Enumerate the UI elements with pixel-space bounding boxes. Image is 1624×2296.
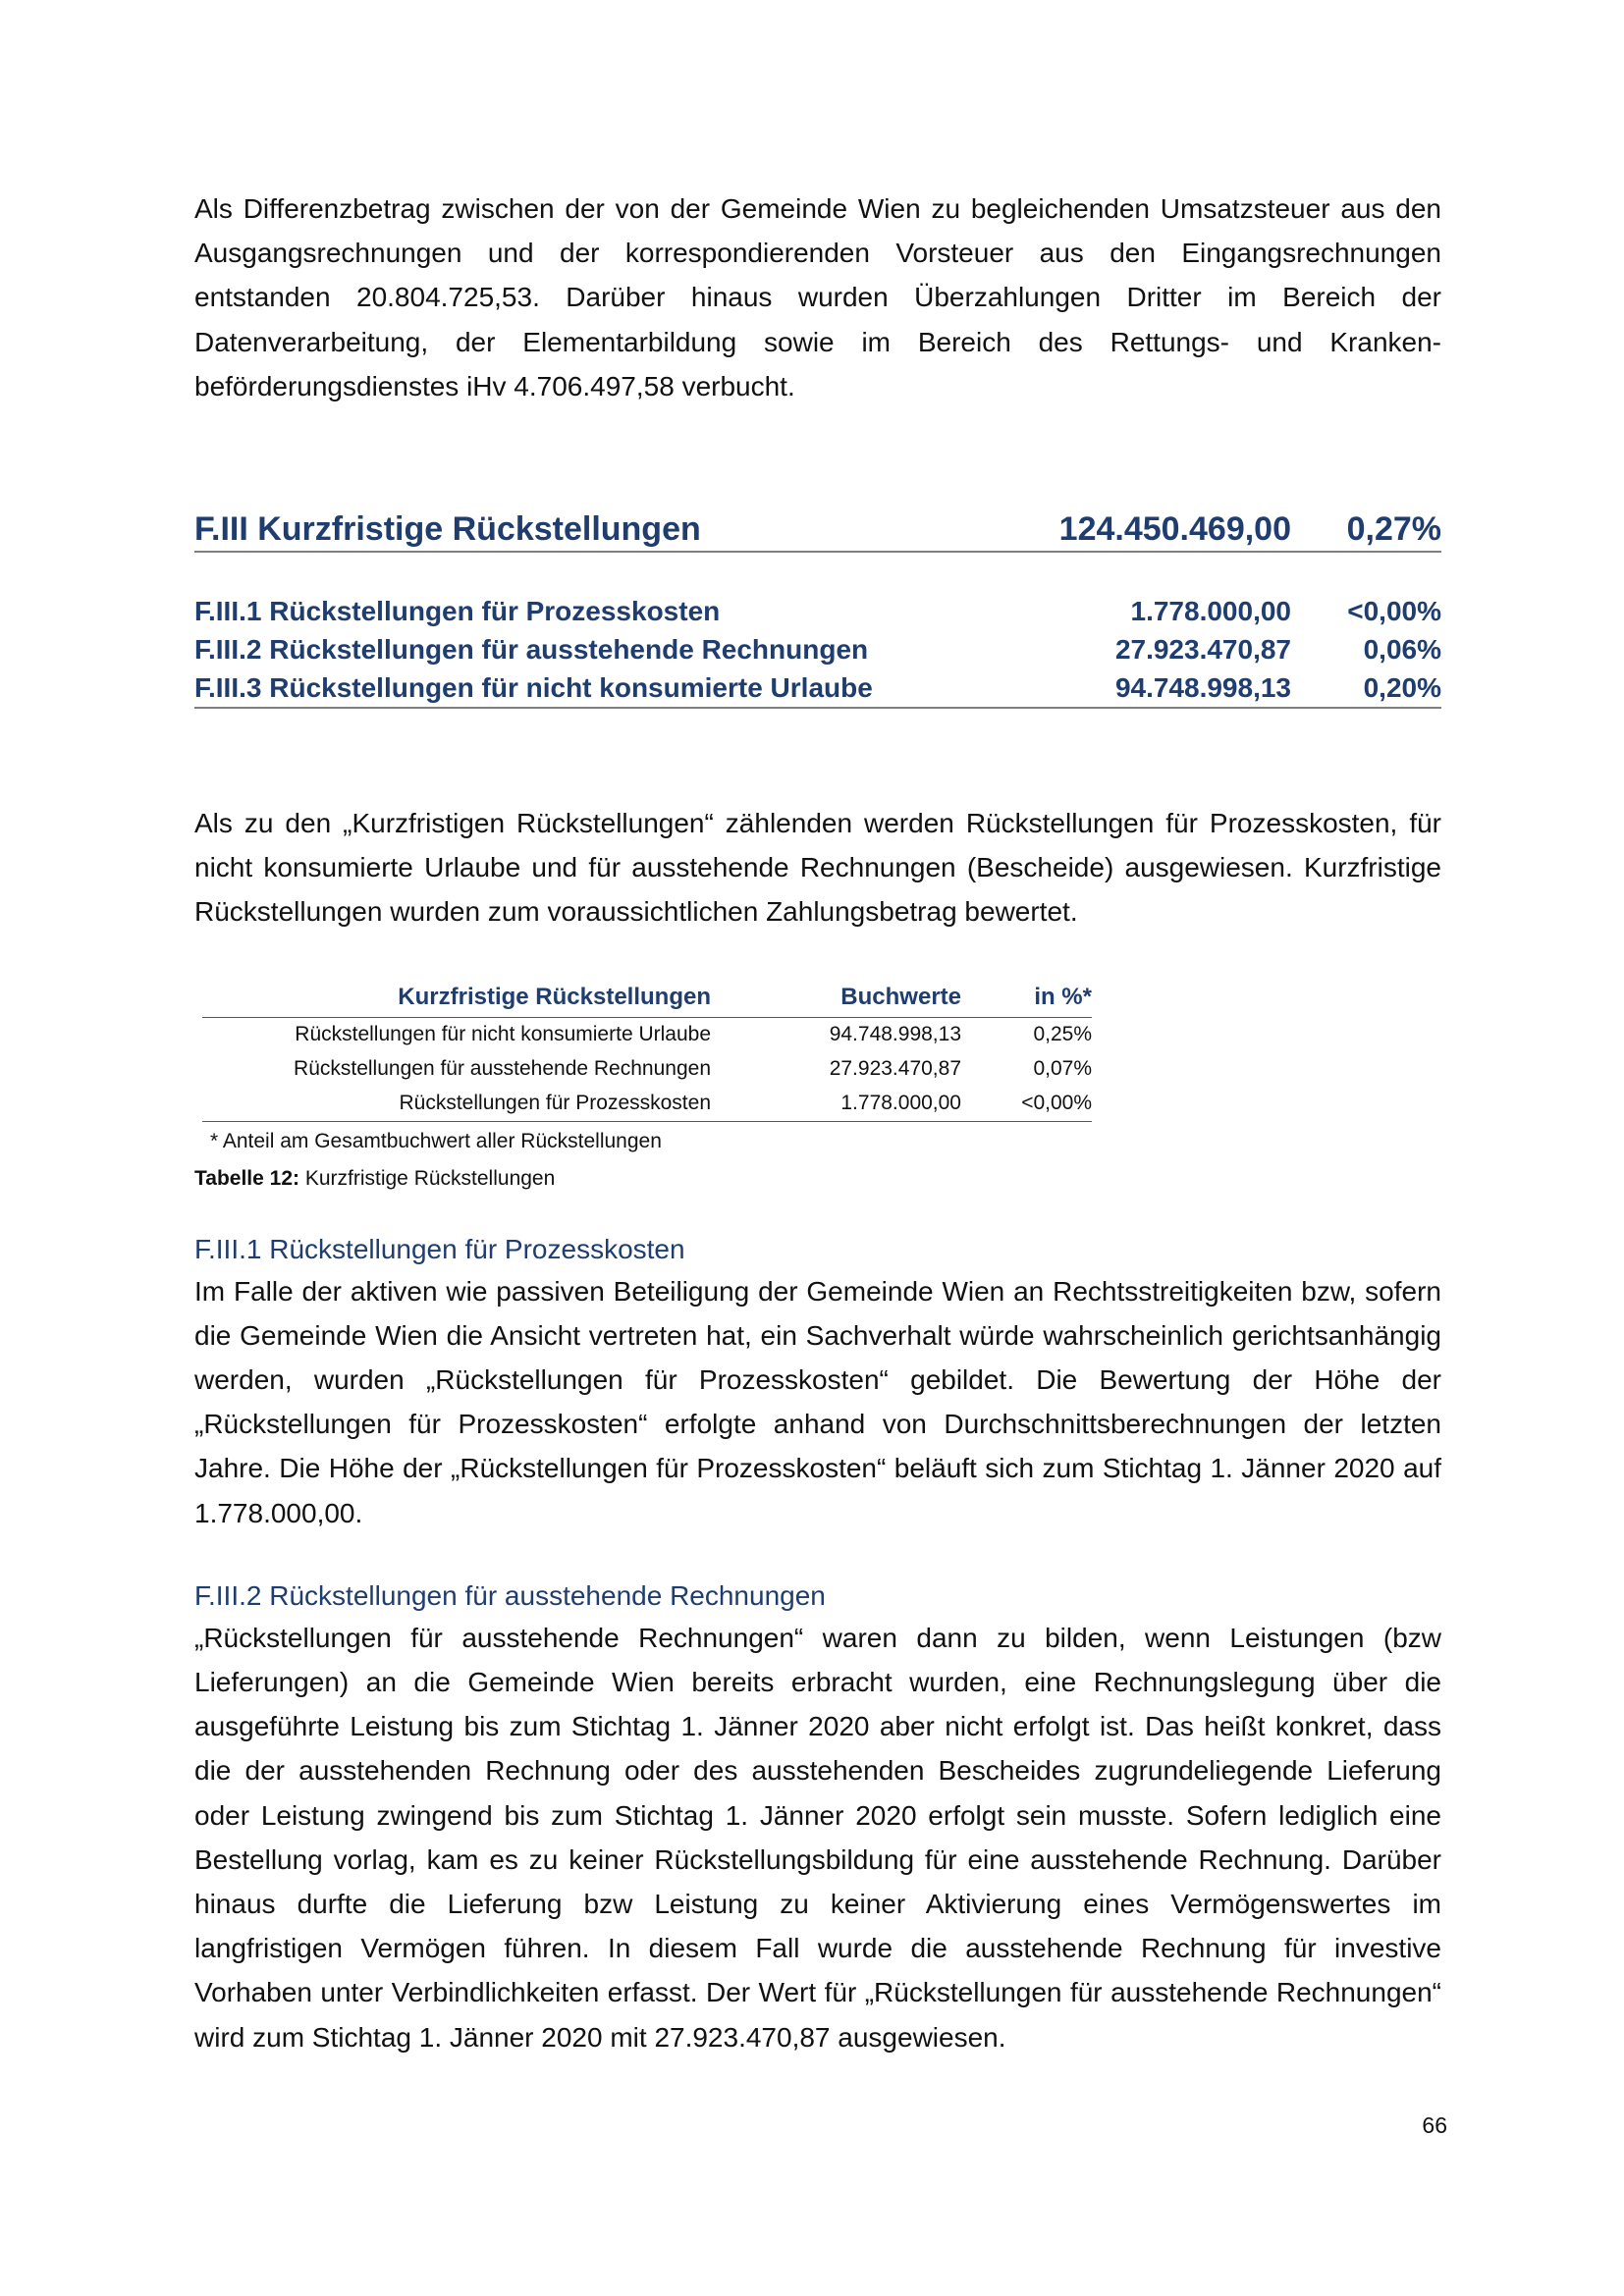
page-number: 66 bbox=[1422, 2112, 1447, 2138]
subsection-amount: 94.748.998,13 bbox=[1114, 672, 1291, 704]
table-row bbox=[202, 1017, 1092, 1052]
subsection-2-title: F.III.2 Rückstellungen für ausstehende Rechnungen bbox=[194, 1579, 826, 1611]
table-cell-label: Rückstellungen für nicht konsumierte Urlaube bbox=[295, 1023, 711, 1046]
provisions-table bbox=[202, 984, 1092, 1122]
subsection-row bbox=[194, 630, 1441, 668]
subsection-row bbox=[194, 668, 1441, 707]
section-heading bbox=[194, 510, 1441, 553]
table-header-bookvalue: Buchwerte bbox=[711, 984, 961, 1018]
table-cell-value: 94.748.998,13 bbox=[829, 1023, 961, 1046]
page-content bbox=[194, 187, 1441, 2059]
table-cell-value: 1.778.000,00 bbox=[711, 1087, 961, 1122]
table-cell-percent: <0,00% bbox=[961, 1087, 1092, 1122]
section-amount: 124.450.469,00 bbox=[1058, 510, 1291, 549]
table-cell-percent: 0,07% bbox=[1033, 1057, 1092, 1081]
subsection-amount: 27.923.470,87 bbox=[1114, 634, 1291, 666]
subsection-1-title: F.III.1 Rückstellungen für Prozesskosten bbox=[194, 1233, 685, 1264]
table-header-percent: in %* bbox=[961, 984, 1092, 1018]
subsection-percent: <0,00% bbox=[1347, 596, 1441, 627]
table-footnote: * Anteil am Gesamtbuchwert aller Rückstellungen bbox=[210, 1129, 662, 1152]
table-row bbox=[202, 1087, 1092, 1122]
table-cell-label: Rückstellungen für ausstehende Rechnungen bbox=[294, 1057, 711, 1081]
table-caption-text: Kurzfristige Rückstellungen bbox=[299, 1166, 556, 1190]
table-caption-label: Tabelle 12: bbox=[194, 1166, 299, 1190]
subsection-summary bbox=[194, 592, 1441, 709]
description-paragraph: Als zu den „Kurzfristigen Rückstellungen“ zählenden werden Rückstellungen für Prozesskosten, für nicht konsumierte Urlaube und für ausstehende Rechnungen (Bescheide) ausgewiesen. Kurzfristige Rückstellungen wurden zum voraussichtlichen Zahlungsbetrag bewertet. bbox=[194, 808, 1441, 928]
section-title: F.III Kurzfristige Rückstellungen bbox=[194, 510, 701, 549]
table-row bbox=[202, 1052, 1092, 1087]
subsection-title: F.III.3 Rückstellungen für nicht konsumierte Urlaube bbox=[194, 672, 873, 704]
table-caption bbox=[194, 1167, 1441, 1191]
table-cell-percent: 0,25% bbox=[1033, 1023, 1092, 1046]
subsection-2-text: „Rückstellungen für ausstehende Rechnungen“ waren dann zu bilden, wenn Leistungen (bzw Lieferungen) an die Gemeinde Wien bereits erbracht wurden, eine Rechnungslegung über die ausgeführte Leistung bis zum Stichtag 1. Jänner 2020 aber nicht erfolgt ist. Das heißt konkret, dass die der ausstehenden Rechnung oder des ausstehenden Bescheides zugrundeliegende Lieferung oder Leistung zwingend bis zum Stichtag 1. Jänner 2020 erfolgt sein musste. Sofern lediglich eine Bestellung vorlag, kam es zu keiner Rückstellungsbildung für eine ausstehende Rechnung. Darüber hinaus durfte die Lieferung bzw Leistung zu keiner Aktivierung eines Vermögenswertes im langfristigen Vermögen führen. In diesem Fall wurde die ausstehende Rechnung für investive Vorhaben unter Verbindlichkeiten erfasst. Der Wert für „Rückstellungen für ausstehende Rechnungen“ wird zum Stichtag 1. Jänner 2020 mit 27.923.470,87 ausgewiesen. bbox=[194, 1622, 1441, 2053]
table-header-category: Kurzfristige Rückstellungen bbox=[202, 984, 711, 1018]
subsection-percent: 0,20% bbox=[1363, 672, 1441, 704]
table-header-row bbox=[202, 984, 1092, 1018]
subsection-title: F.III.1 Rückstellungen für Prozesskosten bbox=[194, 596, 721, 627]
subsection-amount: 1.778.000,00 bbox=[1130, 596, 1291, 627]
subsection-row bbox=[194, 592, 1441, 630]
subsection-1-text: Im Falle der aktiven wie passiven Beteiligung der Gemeinde Wien an Rechtsstreitigkeiten bzw, sofern die Gemeinde Wien die Ansicht vertreten hat, ein Sachverhalt würde wahrscheinlich gerichtsanhängig werden, wurden „Rückstellungen für Prozesskosten“ gebildet. Die Bewertung der Höhe der „Rückstellungen für Prozesskosten“ erfolgte anhand von Durchschnittsberechnungen der letzten Jahre. Die Höhe der „Rückstellungen für Prozesskosten“ beläuft sich zum Stichtag 1. Jänner 2020 auf 1.778.000,00. bbox=[194, 1275, 1441, 1528]
subsection-percent: 0,06% bbox=[1363, 634, 1441, 666]
subsection-title: F.III.2 Rückstellungen für ausstehende Rechnungen bbox=[194, 634, 869, 666]
intro-paragraph: Als Differenzbetrag zwischen der von der Gemeinde Wien zu begleichenden Umsatzsteuer aus den Ausgangsrechnungen und der korrespondierenden Vorsteuer aus den Eingangsrechnungen entstanden 20.804.725,53. Darüber hinaus wurden Überzahlungen Dritter im Bereich der Datenverarbeitung, der Elementarbildung sowie im Bereich des Rettungs- und Krankenbeförderungsdienstes iHv 4.706.497,58 verbucht. bbox=[194, 193, 1441, 401]
section-percent: 0,27% bbox=[1346, 510, 1441, 549]
table-cell-label: Rückstellungen für Prozesskosten bbox=[202, 1087, 711, 1122]
table-cell-value: 27.923.470,87 bbox=[829, 1057, 961, 1081]
